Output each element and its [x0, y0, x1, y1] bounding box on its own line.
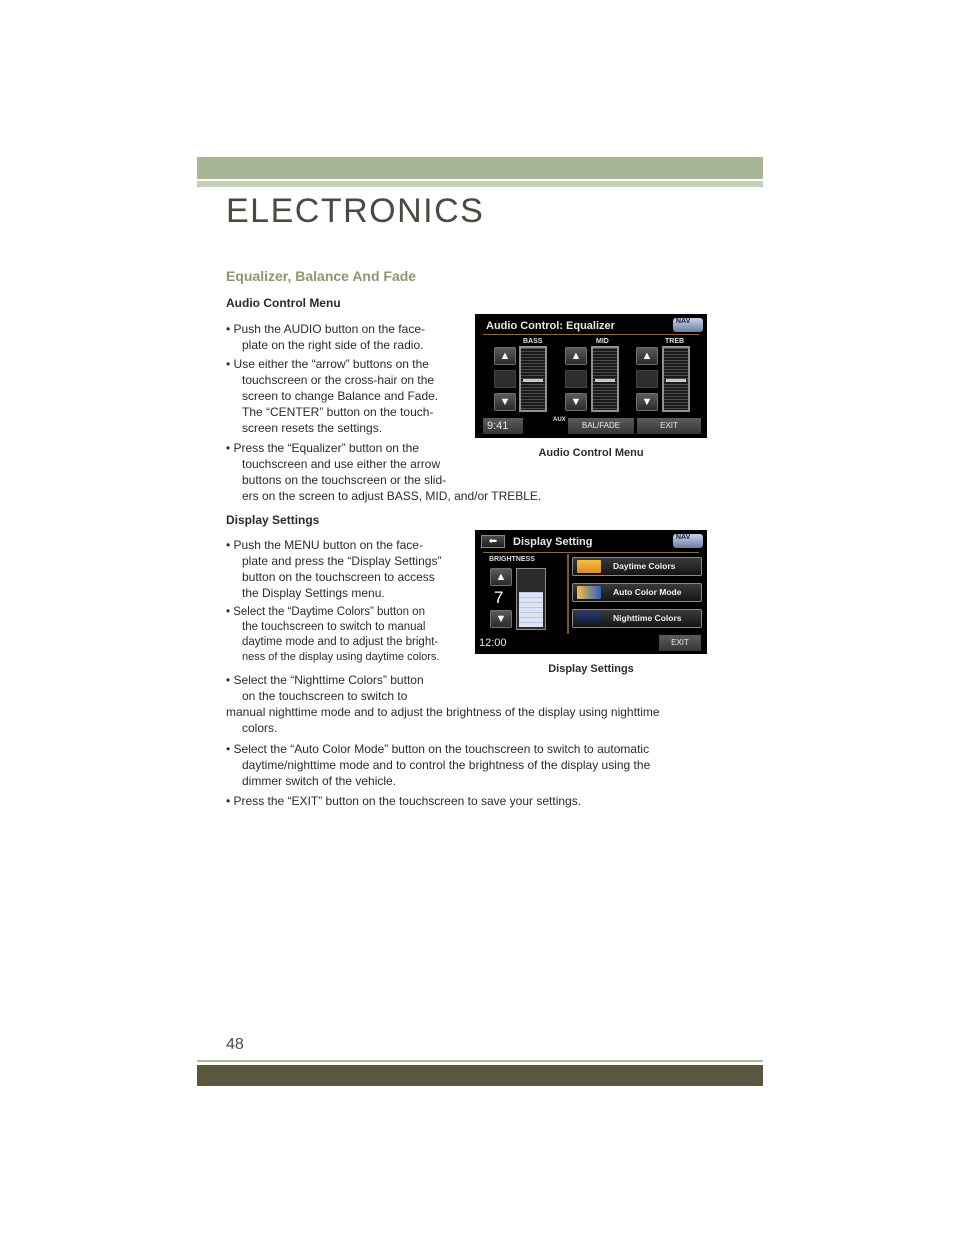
audio-bullet2-line3: screen to change Balance and Fade. [242, 389, 439, 403]
display-bullet2-line3: daytime mode and to adjust the bright- [242, 636, 439, 648]
panel-divider [567, 554, 569, 634]
mid-down-button[interactable]: ▼ [565, 393, 587, 411]
display-clock: 12:00 [479, 637, 507, 649]
title-divider [483, 334, 699, 335]
section-title: ELECTRONICS [226, 192, 485, 230]
treb-up-button[interactable]: ▲ [636, 347, 658, 365]
bass-label: BASS [523, 338, 543, 345]
audio-bullet3-line2: touchscreen and use either the arrow [242, 457, 441, 471]
treb-blank [636, 370, 658, 388]
display-bullet2-line2: the touchscreen to switch to manual [242, 621, 426, 633]
audio-bullet2-line2: touchscreen or the cross-hair on the [242, 373, 435, 387]
topic-heading: Equalizer, Balance And Fade [226, 268, 417, 284]
source-label: AUX [553, 417, 566, 423]
footer-bar [197, 1065, 763, 1086]
display-setting-screen [475, 530, 707, 654]
header-bar-underline [197, 181, 763, 187]
nighttime-colors-button[interactable] [572, 609, 702, 628]
audio-bullet2-line1: • Use either the “arrow” buttons on the [226, 357, 429, 371]
display-bullet1-line3: button on the touchscreen to access [242, 570, 435, 584]
display-bullet1-line1: • Push the MENU button on the face- [226, 538, 423, 552]
display-subhead: Display Settings [226, 513, 320, 527]
treb-slider[interactable] [662, 346, 690, 412]
audio-exit-button[interactable]: EXIT [637, 418, 701, 434]
back-arrow-icon[interactable]: ⬅ [481, 535, 505, 548]
audio-figure-caption: Audio Control Menu [538, 447, 644, 459]
nav-badge-display[interactable]: NAV [673, 534, 703, 548]
daytime-icon [577, 560, 601, 573]
audio-equalizer-screen [475, 314, 707, 438]
audio-bullet2-line4: The “CENTER” button on the touch- [242, 405, 434, 419]
mid-up-button[interactable]: ▲ [565, 347, 587, 365]
bass-blank [494, 370, 516, 388]
audio-bullet1-line2: plate on the right side of the radio. [242, 338, 424, 352]
treb-label: TREB [665, 338, 685, 345]
auto-color-mode-label: Auto Color Mode [613, 587, 682, 597]
brightness-value: 7 [494, 588, 504, 607]
bass-down-button[interactable]: ▼ [494, 393, 516, 411]
display-bullet4-line2: daytime/nighttime mode and to control the brightness of the display using the [242, 758, 651, 772]
daytime-colors-button[interactable] [572, 557, 702, 576]
display-bullet4-line1: • Select the “Auto Color Mode” button on the touchscreen to switch to automatic [226, 742, 650, 756]
display-bullet4-line3: dimmer switch of the vehicle. [242, 774, 397, 788]
audio-bullet2-line5: screen resets the settings. [242, 421, 383, 435]
nav-badge[interactable]: NAV [673, 318, 703, 332]
display-bullet3-line4: colors. [242, 721, 278, 735]
display-bullet3-line3: manual nighttime mode and to adjust the brightness of the display using nighttime [226, 705, 660, 719]
audio-bullet3-line4: ers on the screen to adjust BASS, MID, and/or TREBLE. [242, 489, 542, 503]
brightness-down-button[interactable]: ▼ [490, 610, 512, 628]
audio-bullet3-line1: • Press the “Equalizer” button on the [226, 441, 419, 455]
audio-bullet1-line1: • Push the AUDIO button on the face- [226, 322, 425, 336]
mid-blank [565, 370, 587, 388]
header-bar [197, 157, 763, 179]
mid-slider-knob[interactable] [595, 379, 615, 382]
brightness-up-button[interactable]: ▲ [490, 568, 512, 586]
bass-slider[interactable] [519, 346, 547, 412]
audio-subhead: Audio Control Menu [226, 296, 341, 310]
treb-slider-knob[interactable] [666, 379, 686, 382]
nighttime-colors-label: Nighttime Colors [613, 613, 682, 623]
daytime-colors-label: Daytime Colors [613, 561, 676, 571]
brightness-fill [519, 592, 543, 627]
display-bullet5-line1: • Press the “EXIT” button on the touchscreen to save your settings. [226, 794, 582, 808]
clock-display: 9:41 [483, 418, 523, 434]
page-number: 48 [226, 1036, 244, 1053]
auto-color-mode-button[interactable] [572, 583, 702, 602]
display-exit-button[interactable]: EXIT [659, 635, 701, 651]
bass-slider-knob[interactable] [523, 379, 543, 382]
auto-color-icon [577, 586, 601, 599]
display-figure-caption: Display Settings [548, 663, 634, 675]
display-bullet1-line2: plate and press the “Display Settings” [242, 554, 442, 568]
display-title-divider [483, 552, 699, 553]
display-bullet2-line1: • Select the “Daytime Colors” button on [226, 606, 425, 618]
treb-down-button[interactable]: ▼ [636, 393, 658, 411]
mid-slider[interactable] [591, 346, 619, 412]
display-bullet3-line2: on the touchscreen to switch to [242, 689, 408, 703]
display-bullet2-line4: ness of the display using daytime colors. [242, 651, 440, 663]
audio-bullet3-line3: buttons on the touchscreen or the slid- [242, 473, 447, 487]
bal-fade-button[interactable]: BAL/FADE [568, 418, 634, 434]
nighttime-icon [577, 612, 601, 625]
footer-line [197, 1060, 763, 1062]
brightness-label: BRIGHTNESS [489, 556, 535, 563]
audio-screen-title: Audio Control: Equalizer [486, 320, 615, 332]
display-screen-title: Display Setting [513, 536, 593, 548]
bass-up-button[interactable]: ▲ [494, 347, 516, 365]
display-bullet3-line1: • Select the “Nighttime Colors” button [226, 673, 424, 687]
display-bullet1-line4: the Display Settings menu. [242, 586, 385, 600]
mid-label: MID [596, 338, 609, 345]
